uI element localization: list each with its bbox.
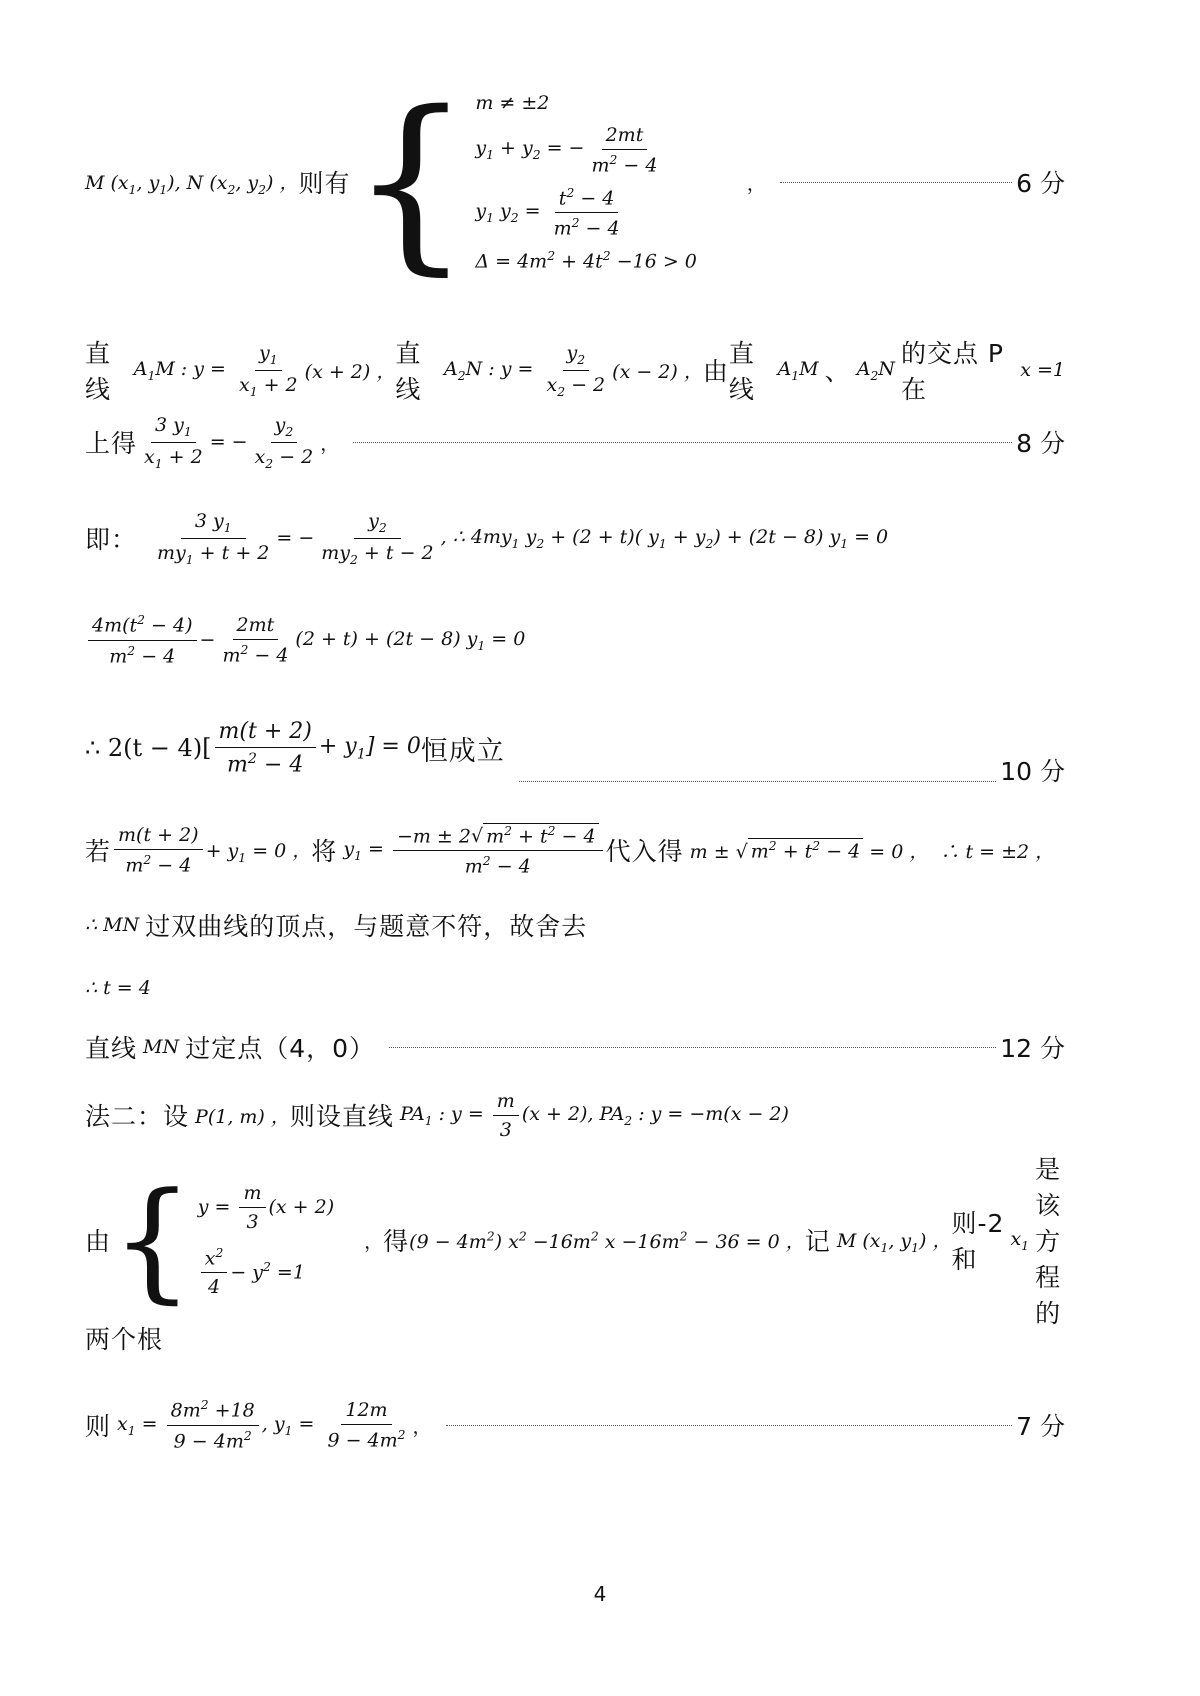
text-zeyou: 则有 — [298, 169, 351, 198]
score-12: 12 分 — [1000, 1034, 1065, 1063]
left-brace: { — [350, 71, 472, 292]
score-8: 8 分 — [1016, 429, 1065, 458]
score-6: 6 分 — [1016, 169, 1065, 198]
intersection-condition-line: 上得 $\frac{3 y_1}{x_1 + 2}$ = − $\frac{y_2}{x_2 - 2}$ ， 8 分 — [85, 413, 1065, 471]
dotted-leader — [519, 781, 996, 782]
page-number: 4 — [593, 1582, 607, 1606]
method-two-system-line: 由 { y = $\frac{m}{3}$ (x + 2) $\frac{x^2}{4}$ − $y^2 =1$ ， 得 $(9 - 4m^2)$ $x^2 -16m^2$ $x -16m^2 - 36 = 0$ ， 记 M ($x_1$, $y_1$) ， 则-2 和 $x_1$ 是该方程的 — [85, 1155, 1062, 1328]
dotted-leader — [389, 1047, 996, 1048]
left-brace: { — [111, 1164, 194, 1316]
equation-system: { m ≠ ±2 $y_1 + y_2$ = − $\frac{2mt}{m^2 - 4}$ $y_1$ $y_2$ = $\frac{t^2 - 4}{m^2 - 4}$ $\Delta = 4m^2 + 4t^2 -16 > 0$ — [350, 71, 697, 292]
identity-line: ∴ 2(t − 4)[ $\frac{m(t + 2)}{m^2 - 4}$ + $y_1] = 0$ 恒成立 10 分 — [85, 718, 1065, 786]
dotted-leader — [446, 1425, 1013, 1426]
dotted-leader — [780, 182, 1012, 183]
two-roots-line: 两个根 — [85, 1325, 164, 1354]
vieta-system-line: M ($x_1$, $y_1$), N ($x_2$, $y_2$) ， 则有 { m ≠ ±2 $y_1 + y_2$ = − $\frac{2mt}{m^2 - 4}$ $y_1$ $y_2$ = $\frac{t^2 - 4}{m^2 - 4}$ $\Delta = 4m^2 + 4t^2 -16 > 0$ ， 6 分 — [85, 71, 1065, 292]
lines-a1m-a2n: 直线 $A_1M$ : y = $\frac{y_1}{x_1 + 2}$ (x + 2) ， 直线 $A_2N$ : y = $\frac{y_2}{x_2 - 2}$ (x − 2) ， 由 直线 $A_1M$ 、 $A_2N$ 的交点 P 在 x =1 — [85, 339, 1066, 404]
dotted-leader — [353, 442, 1012, 443]
score-10: 10 分 — [1000, 757, 1065, 786]
derived-equation-line: 即： $\frac{3 y_1}{my_1 + t + 2}$ = − $\frac{y_2}{my_2 + t - 2}$ , ∴ $4my_1$ $y_2 + (2 + t)$( $y_1 + y_2) + (2t - 8)$ $y_1 = 0$ — [85, 509, 889, 567]
math-mn-points: M ($x_1$, $y_1$), N ($x_2$, $y_2$) ， — [85, 171, 299, 197]
score-7: 7 分 — [1016, 1412, 1065, 1441]
t-value-line: ∴ t = 4 — [85, 977, 151, 999]
method-two-line: 法二：设 P(1, m) ， 则设直线 $PA_1$ : y = $\frac{m}{3}$ (x + 2), $PA_2$ : y = −m(x − 2) — [85, 1089, 789, 1141]
substituted-equation-line: $\frac{4m(t^2 - 4)}{m^2 - 4}$ − $\frac{2mt}{m^2 - 4}$ (2 + t) + (2t − 8) $y_1 = 0$ — [85, 610, 1065, 670]
reject-line: ∴ MN 过双曲线的顶点，与题意不符，故舍去 — [85, 912, 588, 941]
fixed-point-line: 直线 MN 过定点（4，0） 12 分 — [85, 1025, 1065, 1069]
case-analysis-line: 若 $\frac{m(t + 2)}{m^2 - 4}$ + $y_1 = 0$ ， 将 $y_1$ = −m ± 2√ $m^2 + t^2 - 4$ $m^2 - 4$ 代入得 m ± √ $m^2 + t^2 - 4$ = 0 ， ∴ t = ±2 ， — [85, 823, 1055, 878]
root-values-line: 则 $x_1$ = $\frac{8m^2 +18}{9 - 4m^2}$ , $y_1$ = $\frac{12m}{9 - 4m^2}$ ， 7 分 — [85, 1398, 1065, 1452]
equation-system-2: { y = $\frac{m}{3}$ (x + 2) $\frac{x^2}{4}$ − $y^2 =1$ — [111, 1164, 335, 1316]
